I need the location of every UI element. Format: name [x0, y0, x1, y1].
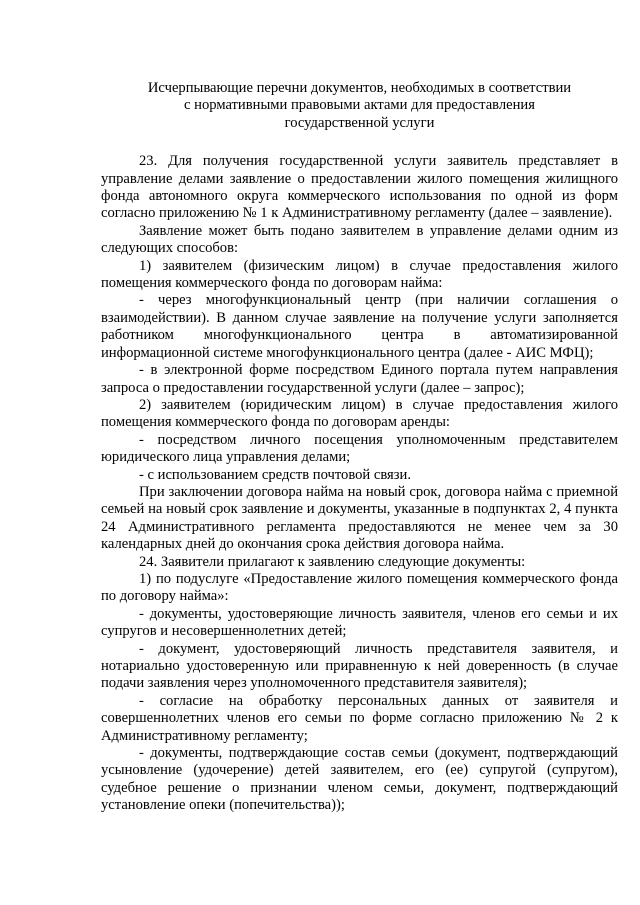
paragraph-renewal: При заключении договора найма на новый срок, договора найма с приемной семьей на новый срок заявление и документы, указанные в подпунктах 2, 4 пункта 24 Административного регламента предоставляются не менее чем за 30 календарных дней до окончания срока действия договора найма.	[101, 483, 618, 553]
title-line-3: государственной услуги	[284, 114, 435, 131]
title-line-2: с нормативными правовыми актами для предоставления	[184, 97, 535, 114]
paragraph-identity-docs: - документы, удостоверяющие личность заявителя, членов его семьи и их супругов и несовершеннолетних детей;	[101, 605, 618, 640]
paragraph-legal-entity: 2) заявителем (юридическим лицом) в случае предоставления жилого помещения коммерческого фонда по договорам аренды:	[101, 396, 618, 431]
paragraph-postal: - с использованием средств почтовой связи.	[139, 466, 411, 483]
paragraph-personal-visit: - посредством личного посещения уполномоченным представителем юридического лица управления делами;	[101, 431, 618, 466]
title-line-1: Исчерпывающие перечни документов, необходимых в соответствии	[147, 80, 572, 96]
paragraph-electronic: - в электронной форме посредством Единого портала путем направления запроса о предоставлении государственной услуги (далее – запрос);	[101, 362, 618, 396]
paragraph-representative-doc: - документ, удостоверяющий личность представителя заявителя, и нотариально удостоверенную или приравненную к ней доверенность (в случае подачи заявления через уполномоченного представителя заявителя);	[101, 640, 618, 692]
paragraph-consent: - согласие на обработку персональных данных от заявителя и совершеннолетних членов его семьи по форме согласно приложению № 2 к Административному регламенту;	[101, 692, 618, 744]
paragraph-24-intro: 24. Заявители прилагают к заявлению следующие документы:	[139, 553, 526, 570]
paragraph-23-intro: 23. Для получения государственной услуги заявитель представляет в управление делами заявление о предоставлении жилого помещения жилищного фонда автономного округа коммерческого использования по одной из форм согласно приложению № 1 к Административному регламенту (далее – заявление).	[101, 153, 618, 222]
document-page	[101, 80, 618, 815]
paragraph-family-composition: - документы, подтверждающие состав семьи (документ, подтверждающий усыновление (удочерение) детей заявителем, его (ее) супругой (супругом), судебное решение о признании членом семьи, документ, подтверждающий установление опеки (попечительства));	[101, 745, 618, 814]
document-title	[101, 80, 618, 132]
paragraph-individual-applicant: 1) заявителем (физическим лицом) в случае предоставления жилого помещения коммерческого фонда по договорам найма:	[101, 257, 618, 292]
paragraph-submission-methods: Заявление может быть подано заявителем в управление делами одним из следующих способов:	[101, 222, 618, 257]
paragraph-subservice-rent: 1) по подуслуге «Предоставление жилого помещения коммерческого фонда по договору найма»:	[101, 570, 618, 605]
paragraph-mfc: - через многофункциональный центр (при наличии соглашения о взаимодействии). В данном случае заявление на получение услуги заполняется работником многофункционального центра в автоматизированной информационной системе многофункционального центра (далее - АИС МФЦ);	[101, 292, 618, 361]
document-body	[101, 153, 618, 814]
